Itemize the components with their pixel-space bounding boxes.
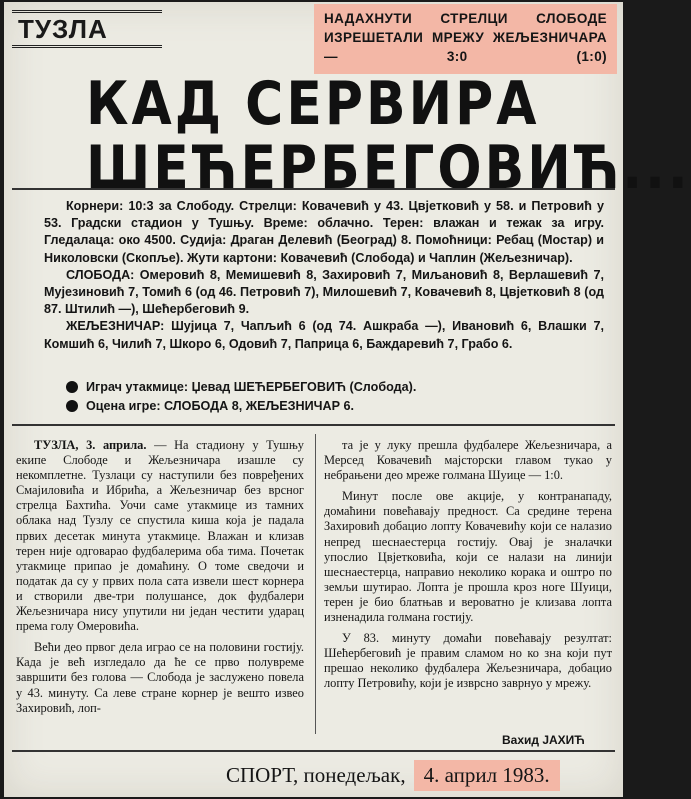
article-column-2 [324, 438, 612, 698]
headline-line-1: КАД СЕРВИРА [86, 69, 540, 139]
match-summary: Корнери: 10:3 за Слободу. Стрелци: Ковачевић у 43. Цвјетковић у 58. и Петровић у 53. Градски стадион у Тушњу. Време: облачно. Терен: влажан и тежак за игру. Гледалаца: око 4500. Судија: Драган Делевић (Београд) 8. Помоћници: Ребац (Мостар) и Николовски (Скопље). Жути картони: Ковачевић (Слобода) и Чаплин (Жељезничар). [44, 199, 604, 265]
top-divider [12, 188, 615, 190]
article-paragraph: та је у луку прешла фудбалере Жељезничара, а Мерсед Ковачевић мајсторски главом тукао у небрањени део мреже голмана Шуице — 1:0. [324, 438, 612, 483]
headline-kicker: НАДАХНУТИ СТРЕЛЦИ СЛОБОДЕ ИЗРЕШЕТАЛИ МРЕЖУ ЖЕЉЕЗНИЧАРА — 3:0 (1:0) [314, 4, 617, 74]
column-divider [315, 434, 316, 734]
article-paragraph: Већи део првог дела играо се на половини гостију. Када је већ изгледало да ће се прво полувреме завршити без голова — Слобода је заслужено повела у 43. минуту. Са леве стране корнер је вешто извео Захировић, лоп- [16, 640, 304, 715]
byline: Вахид ЈАХИЋ [502, 733, 585, 747]
publication-footer [226, 756, 614, 794]
bottom-divider [12, 750, 615, 752]
lineup-team-1: СЛОБОДА: Омеровић 8, Мемишевић 8, Захировић 7, Миљановић 8, Верлашевић 7, Мујезиновић 7, Томић 6 (од 46. Петровић 7), Милошевић 7, Ковачевић 8, Цвјетковић 8 (од 87. Штилић —), Шећербеговић 9. [44, 267, 604, 317]
publication-name: СПОРТ, понедељак, [226, 762, 406, 787]
article-column-1 [16, 438, 304, 722]
newspaper-clipping [4, 2, 691, 797]
dateline: ТУЗЛА, 3. априла. [34, 438, 147, 452]
headline-line-2: ШЕЋЕРБЕГОВИЋ... [86, 134, 691, 204]
game-rating [66, 399, 354, 413]
section-place-label: ТУЗЛА [12, 10, 162, 48]
match-info-box [44, 198, 604, 353]
lineup-team-2: ЖЕЉЕЗНИЧАР: Шујица 7, Чапљић 6 (од 74. Ашкраба —), Ивановић 6, Влашки 7, Комшић 6, Чилић 7, Шкоро 6, Одовић 7, Паприца 6, Баждаревић 7, Грабо 6. [44, 319, 604, 351]
mid-divider [12, 424, 615, 426]
article-paragraph: У 83. минуту домаћи повећавају резултат: Шећербеговић је правим сламом но ко зна који пут прешао неколико фудбалера Жељезничара, добацио лопту Петровићу, који је изврсно заврнуо у мрежу. [324, 631, 612, 691]
publication-date: 4. април 1983. [414, 760, 560, 791]
game-rating-text: Оцена игре: СЛОБОДА 8, ЖЕЉЕЗНИЧАР 6. [86, 399, 355, 413]
player-of-match [66, 380, 416, 394]
player-of-match-text: Играч утакмице: Џевад ШЕЋЕРБЕГОВИЋ (Слобода). [86, 380, 417, 394]
bullet-icon [66, 381, 78, 393]
headline [86, 69, 691, 204]
bullet-icon [66, 400, 78, 412]
article-paragraph: ТУЗЛА, 3. априла. — На стадиону у Тушњу екипе Слободе и Жељезничара изашле су некомплетне. Тузлаци су наступили без повређених Смајиловића и Ибрића, а Жељезничар без врсног стрелца Бахтића. Уочи саме утакмице из тамних облака над Тузлу се спустила киша која је падала првих десетак минута утакмице. Влажан и клизав терен није одговарао фудбалерима оба тима. Почетак утакмице припао је домаћину. О томе сведочи и податак да су у првих пола сата извели шест корнера и створили две-три полушансе, док фудбалери Жељезничара нису упутили ни један честити ударац према голу Омеровића. [16, 438, 305, 634]
article-paragraph: Минут после ове акције, у контранападу, домаћини повећавају предност. Са средине терена Захировић добацио лопту Ковачевићу који се налазио непред шеснаестерца гостију. Овај је зналачки упослио Цвјетковића, који се налази на линији шеснаестерца, направио неколико корака и оштро по земљи шутирао. Лопта је прошла кроз ноге Шуици, терен је био блатњав и вероватно је клизава лопта изненадила голмана гостију. [324, 489, 612, 625]
